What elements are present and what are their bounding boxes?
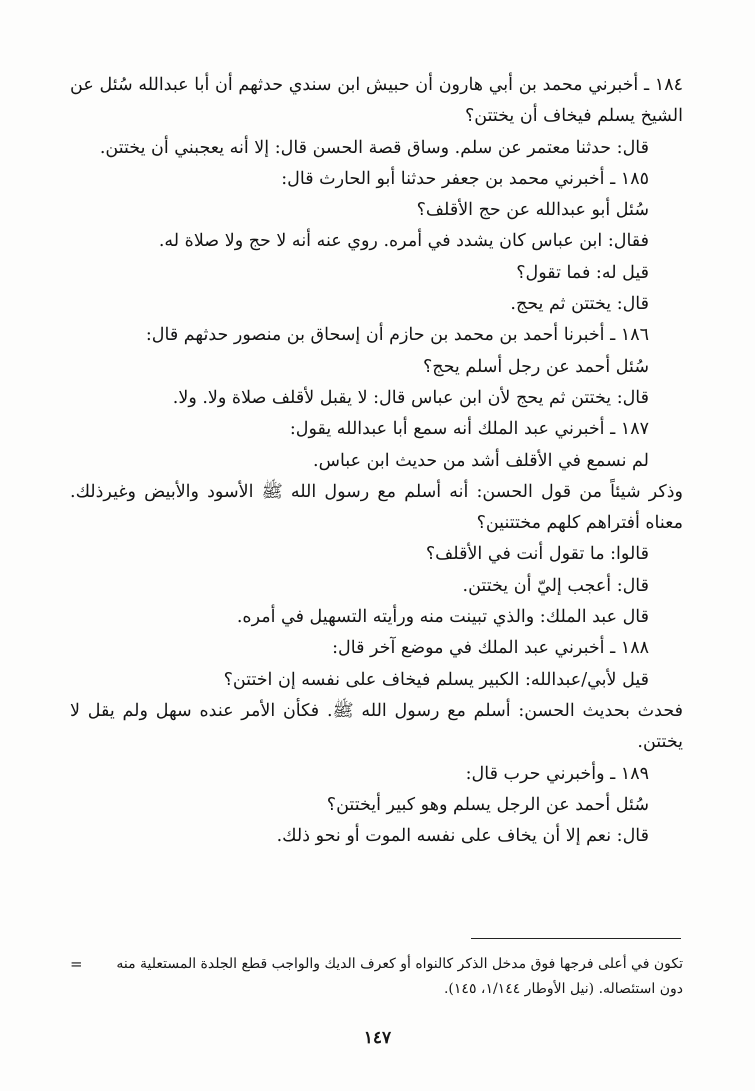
hadith-185-followup-answer: قال: يختتن ثم يحج. bbox=[510, 294, 649, 315]
footnote-continuation-marker: = bbox=[70, 955, 83, 973]
hadith-185-intro: ١٨٥ ـ أخبرني محمد بن جعفر حدثنا أبو الحارث قال: bbox=[281, 168, 649, 189]
hadith-187-answer: قال: أعجب إليّ أن يختتن. bbox=[462, 575, 649, 596]
hadith-187-intro: ١٨٧ ـ أخبرني عبد الملك أنه سمع أبا عبدالله يقول: bbox=[289, 419, 649, 440]
hadith-188-intro: ١٨٨ ـ أخبرني عبد الملك في موضع آخر قال: bbox=[332, 638, 649, 659]
hadith-185-followup-question: قيل له: فما تقول؟ bbox=[516, 262, 649, 283]
hadith-187-comment: قال عبد الملك: والذي تبينت منه ورأيته التسهيل في أمره. bbox=[236, 607, 649, 628]
hadith-189-question: سُئل أحمد عن الرجل يسلم وهو كبير أيختتن؟ bbox=[326, 794, 649, 815]
hadith-185-question: سُئل أبو عبدالله عن حج الأقلف؟ bbox=[416, 200, 649, 221]
hadith-184-intro: ١٨٤ ـ أخبرني محمد بن أبي هارون أن حبيش ابن سندي حدثهم أن أبا عبدالله سُئل عن الشيخ يسلم فيخاف أن يختتن؟ bbox=[70, 75, 683, 127]
hadith-188-answer: فحدث بحديث الحسن: أسلم مع رسول الله ﷺ. فكأن الأمر عنده سهل ولم يقل لا يختتن. bbox=[70, 700, 683, 753]
hadith-186-answer: قال: يختتن ثم يحج لأن ابن عباس قال: لا يقبل لأقلف صلاة ولا. ولا. bbox=[172, 387, 649, 408]
hadith-188-question: قيل لأبي/عبدالله: الكبير يسلم فيخاف على نفسه إن اختتن؟ bbox=[223, 669, 649, 690]
hadith-189-intro: ١٨٩ ـ وأخبرني حرب قال: bbox=[465, 763, 649, 784]
hadith-185-answer: فقال: ابن عباس كان يشدد في أمره. روي عنه أنه لا حج ولا صلاة له. bbox=[158, 231, 649, 252]
hadith-187-question: قالوا: ما تقول أنت في الأقلف؟ bbox=[425, 544, 649, 565]
hadith-189-answer: قال: نعم إلا أن يخاف على نفسه الموت أو نحو ذلك. bbox=[276, 826, 649, 847]
hadith-187-statement: لم نسمع في الأقلف أشد من حديث ابن عباس. bbox=[313, 450, 649, 471]
page-number: ١٤٧ bbox=[363, 1028, 392, 1048]
footnote-divider bbox=[471, 938, 681, 939]
hadith-186-question: سُئل أحمد عن رجل أسلم يحج؟ bbox=[423, 356, 649, 377]
main-text bbox=[70, 70, 683, 852]
hadith-186-intro: ١٨٦ ـ أخبرنا أحمد بن محمد بن حازم أن إسحاق بن منصور حدثهم قال: bbox=[145, 325, 649, 346]
footnote bbox=[70, 952, 683, 1002]
footnote-text: تكون في أعلى فرجها فوق مدخل الذكر كالنواه أو كعرف الديك والواجب قطع الجلدة المستعلية منه دون استئصاله. (نيل الأوطار ١/١٤٤، ١٤٥). bbox=[116, 956, 683, 997]
hadith-187-hasan-report: وذكر شيئاً من قول الحسن: أنه أسلم مع رسول الله ﷺ الأسود والأبيض وغيرذلك. معناه أفتراهم كلهم مختتنين؟ bbox=[70, 481, 683, 534]
hadith-184-answer: قال: حدثنا معتمر عن سلم. وساق قصة الحسن قال: إلا أنه يعجبني أن يختتن. bbox=[99, 137, 649, 158]
